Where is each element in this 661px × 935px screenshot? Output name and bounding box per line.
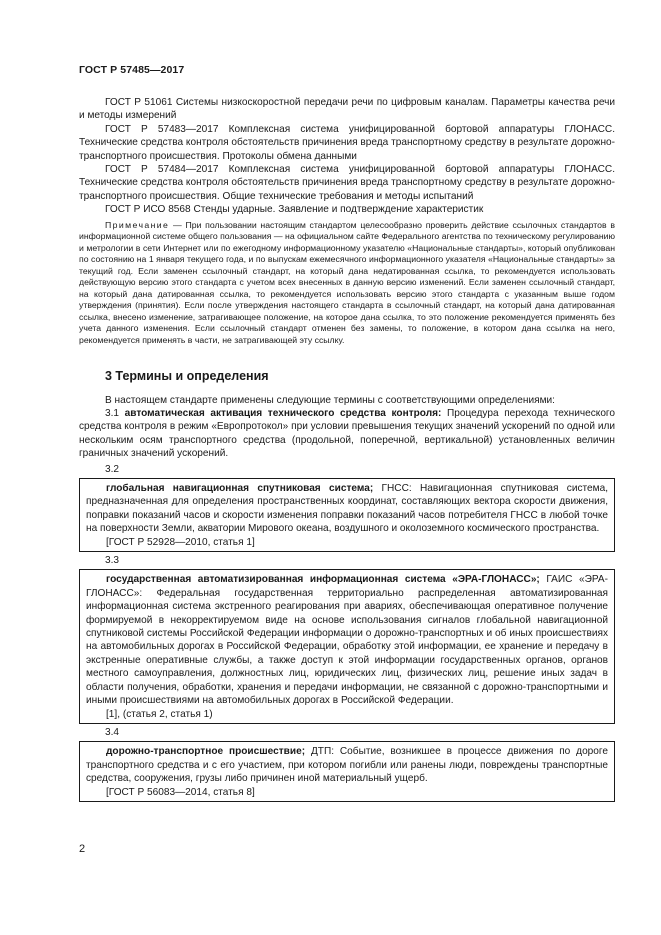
term-number: 3.2 [105,463,120,475]
term-source: [ГОСТ Р 56083—2014, статья 8] [106,786,255,798]
term-entry [86,573,608,707]
note-text: — При пользовании настоящим стандартом целесообразно проверить действие ссылочных стандартов в информационной системе общего пользования — на официальном сайте Федерального агентства по техническому регулированию и метрологии в сети Интернет или по ежегодному информационному указателю «Национальные стандарты», который опубликован по состоянию на 1 января текущего года, и по выпускам ежемесячного информационного указателя «Национальные стандарты» за текущий год. Если заменен ссылочный стандарт, на который дана недатированная ссылка, то рекомендуется использовать действующую версию этого стандарта с учетом всех внесенных в данную версию изменений. Если заменен ссылочный стандарт, на который дана датированная ссылка, то рекомендуется использовать версию этого стандарта с указанным выше годом утверждения (принятия). Если после утверждения настоящего стандарта в ссылочный стандарт, на который дана датированная ссылка, внесено изменение, затрагивающее положение, на которое дана ссылка, то это положение рекомендуется применять без учета данного изменения. Если ссылочный стандарт отменен без замены, то положение, в котором дана ссылка на него, рекомендуется применять в части, не затрагивающей эту ссылку. [79,219,615,345]
term-3-1 [79,407,615,461]
note-label: Примечание [105,219,170,230]
section-title: 3 Термины и определения [105,369,269,384]
page-number: 2 [79,843,86,855]
term-number: 3.4 [105,726,120,738]
term-definition: Процедура перехода технического средства контроля в режим «Европротокол» при условии превышения текущих значений ускорений по одной или нескольким осям транспортного средства (продольной, поперечной, вертикальной) установленных величин граничных значений ускорений. [79,407,616,460]
term-entry [86,745,608,785]
reference-item: ГОСТ Р 57483—2017 Комплексная система унифицированной бортовой аппаратуры ГЛОНАСС. Технические средства контроля обстоятельств причинения вреда транспортному средству в результате дорожно-транспортного происшествия. Протоколы обмена данными [79,123,615,162]
reference-item: ГОСТ Р ИСО 8568 Стенды ударные. Заявление и подтверждение характеристик [105,204,484,216]
term-source: [1], (статья 2, статья 1) [106,708,213,720]
page-content [79,96,615,802]
term-box-3-4 [79,741,615,802]
term-name: глобальная навигационная спутниковая система; [106,483,374,494]
reference-item: ГОСТ Р 51061 Системы низкоскоростной передачи речи по цифровым каналам. Параметры качества речи и методы измерений [79,97,615,122]
section-intro: В настоящем стандарте применены следующие термины с соответствующими определениями: [105,394,555,406]
term-definition: ДТП: Событие, возникшее в процессе движения по дороге транспортного средства и с его участием, при котором погибли или ранены люди, повреждены транспортные средства, сооружения, грузы либо причинен иной материальный ущерб. [86,746,608,785]
term-definition: ГАИС «ЭРА-ГЛОНАСС»: Федеральная государственная территориально распределенная автоматизированная информационная система экстренного реагирования при авариях, обеспечивающая оперативное получение формируемой в некорректируемом виде на основе использования сигналов глобальной навигационной спутниковой системы Российской Федерации информации о дорожно-транспортных и об иных происшествиях на автомобильных дорогах в Российской Федерации, обработку этой информации, ее хранение и передачу в экстренные оперативные службы, а также доступ к этой информации государственных органов, органов местного самоуправления, должностных лиц, юридических лиц, физических лиц, решение иных задач в области получения, обработки, хранения и передачи информации, не связанной с дорожно-транспортными и иными происшествиями на автомобильных дорогах в Российской Федерации. [86,574,608,707]
term-number: 3.1 [105,407,125,419]
term-name: государственная автоматизированная информационная система «ЭРА-ГЛОНАСС»; [106,574,540,586]
term-number: 3.3 [105,555,120,567]
reference-item: ГОСТ Р 57484—2017 Комплексная система унифицированной бортовой аппаратуры ГЛОНАСС. Технические средства контроля обстоятельств причинения вреда транспортному средству в результате дорожно-транспортного происшествия. Общие технические требования и методы испытаний [79,164,615,202]
term-entry [86,482,608,536]
term-source: [ГОСТ Р 52928—2010, статья 1] [106,536,255,548]
document-code: ГОСТ Р 57485—2017 [79,64,185,76]
note-paragraph [79,220,615,347]
term-name: автоматическая активация технического средства контроля: [124,407,442,419]
term-box-3-3 [79,569,615,723]
term-definition: ГНСС: Навигационная спутниковая система, предназначенная для определения пространственных координат, составляющих вектора скорости движения, поправки показаний часов и скорости изменения поправки показаний часов потребителя ГНСС в любой точке на поверхности Земли, акватории Мирового океана, воздушного и околоземного космического пространства. [86,483,608,535]
term-box-3-2 [79,478,615,552]
term-name: дорожно-транспортное происшествие; [106,746,306,758]
